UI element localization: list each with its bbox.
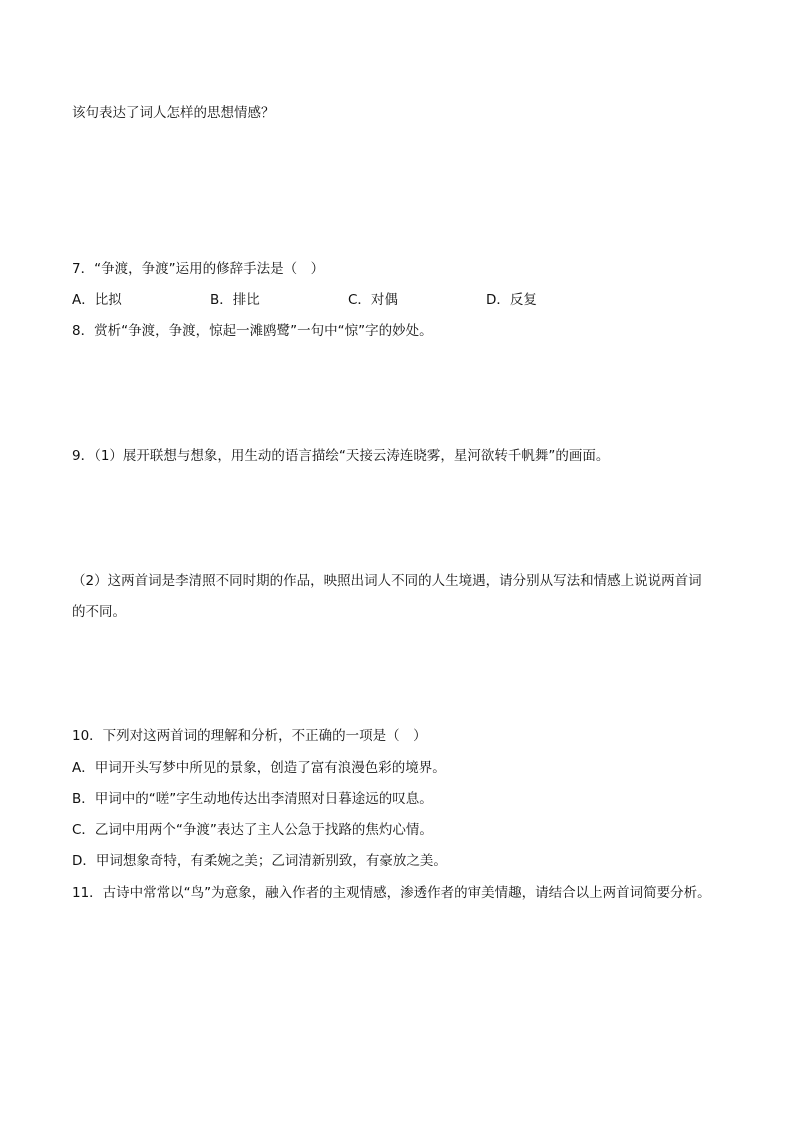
intro-question: 该句表达了词人怎样的思想情感？: [72, 105, 275, 121]
q7-option-c: C．对偶: [348, 292, 398, 308]
q9-part1: 9．（1）展开联想与想象，用生动的语言描绘“天接云涛连晓雾，星河欲转千帆舞”的画面。: [72, 448, 610, 464]
q10-option-c: C．乙词中用两个“争渡”表达了主人公急于找路的焦灼心情。: [72, 822, 433, 838]
q7-option-d: D．反复: [486, 292, 537, 308]
q10-option-d: D．甲词想象奇特，有柔婉之美；乙词清新别致，有豪放之美。: [72, 853, 447, 869]
q10-stem: 10．下列对这两首词的理解和分析，不正确的一项是（ ）: [72, 728, 427, 744]
q9-part2-line2: 的不同。: [72, 604, 126, 620]
q8-stem: 8．赏析“争渡，争渡，惊起一滩鸥鹭”一句中“惊”字的妙处。: [72, 323, 433, 339]
q7-option-a: A．比拟: [72, 292, 122, 308]
q10-option-a: A．甲词开头写梦中所见的景象，创造了富有浪漫色彩的境界。: [72, 760, 446, 776]
q9-part2-line1: （2）这两首词是李清照不同时期的作品，映照出词人不同的人生境遇，请分别从写法和情感上说说两首词: [72, 573, 702, 589]
q10-option-b: B．甲词中的“嗟”字生动地传达出李清照对日暮途远的叹息。: [72, 791, 433, 807]
q7-option-b: B．排比: [210, 292, 260, 308]
q7-stem: 7．“争渡，争渡”运用的修辞手法是（ ）: [72, 261, 325, 277]
q11-stem: 11．古诗中常常以“鸟”为意象，融入作者的主观情感，渗透作者的审美情趣，请结合以上两首词简要分析。: [72, 885, 711, 901]
